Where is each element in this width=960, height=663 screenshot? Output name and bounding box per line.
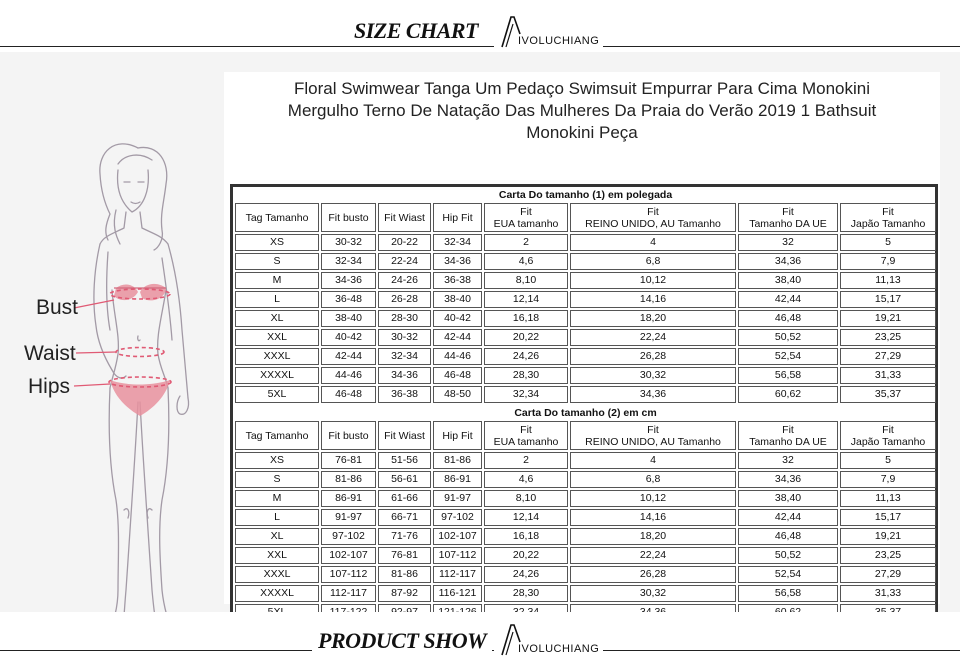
table-cell: 12,14 xyxy=(484,291,568,308)
table-cell: 81-86 xyxy=(378,566,431,583)
table-cell: 12,14 xyxy=(484,509,568,526)
table-row xyxy=(235,329,936,346)
table-cell: 97-102 xyxy=(321,528,376,545)
table-cell: 5XL xyxy=(235,386,319,403)
table-cell: XXXXL xyxy=(235,367,319,384)
table-cell: 112-117 xyxy=(321,585,376,602)
product-title-line: Floral Swimwear Tanga Um Pedaço Swimsuit Empurrar Para Cima Monokini xyxy=(294,79,870,98)
table-cell: 6,8 xyxy=(570,253,736,270)
table-cell: 14,16 xyxy=(570,291,736,308)
table-cell: 81-86 xyxy=(433,452,482,469)
table-cell: 36-48 xyxy=(321,291,376,308)
column-header: Hip Fit xyxy=(433,203,482,232)
table-cell: 42-44 xyxy=(321,348,376,365)
table-row xyxy=(235,310,936,327)
brand-name: IVOLUCHIANG xyxy=(518,35,600,47)
table-cell: 4,6 xyxy=(484,471,568,488)
table-cell: 42,44 xyxy=(738,291,838,308)
table-cell: 28-30 xyxy=(378,310,431,327)
table-cell: 52,54 xyxy=(738,566,838,583)
table-cell: 42,44 xyxy=(738,509,838,526)
table-header-row xyxy=(235,421,936,450)
column-header: Fit REINO UNIDO, AU Tamanho xyxy=(570,421,736,450)
table-cell: 27,29 xyxy=(840,348,936,365)
table-cell: XXL xyxy=(235,547,319,564)
table-cell: 30-32 xyxy=(378,329,431,346)
product-title-line: Mergulho Terno De Natação Das Mulheres Da Praia do Verão 2019 1 Bathsuit xyxy=(287,101,877,120)
column-header: Fit Tamanho DA UE xyxy=(738,203,838,232)
table-cell: 52,54 xyxy=(738,348,838,365)
table-cell: 32 xyxy=(738,234,838,251)
table-cell: 107-112 xyxy=(433,547,482,564)
table-cell: 31,33 xyxy=(840,585,936,602)
table-cell: 102-107 xyxy=(433,528,482,545)
table-cell: 38-40 xyxy=(321,310,376,327)
product-title-line: Monokini Peça xyxy=(526,123,638,142)
table-cell: 8,10 xyxy=(484,490,568,507)
size-tables-frame xyxy=(230,184,938,626)
table-cell: XXXL xyxy=(235,348,319,365)
table-cell: 76-81 xyxy=(378,547,431,564)
table-cell: 6,8 xyxy=(570,471,736,488)
footer-title: PRODUCT SHOW xyxy=(312,628,492,654)
table-cell: 86-91 xyxy=(433,471,482,488)
table-cell: M xyxy=(235,272,319,289)
table-cell: 35,37 xyxy=(840,386,936,403)
table-cell: 7,9 xyxy=(840,253,936,270)
table-cell: 15,17 xyxy=(840,291,936,308)
table-cell: 61-66 xyxy=(378,490,431,507)
table-cell: 97-102 xyxy=(433,509,482,526)
table-cell: 22,24 xyxy=(570,329,736,346)
table-cell: 44-46 xyxy=(321,367,376,384)
table-cell: XXXXL xyxy=(235,585,319,602)
table-cell: 32,34 xyxy=(484,386,568,403)
table-cell: 11,13 xyxy=(840,490,936,507)
table-cell: 50,52 xyxy=(738,329,838,346)
table-cell: 5 xyxy=(840,234,936,251)
table-cell: 32 xyxy=(738,452,838,469)
table-cell: 71-76 xyxy=(378,528,431,545)
table-row xyxy=(235,348,936,365)
table-row xyxy=(235,367,936,384)
table-cell: 34-36 xyxy=(321,272,376,289)
size-chart-panel xyxy=(224,72,940,604)
hips-label: Hips xyxy=(28,375,71,398)
table-cell: 48-50 xyxy=(433,386,482,403)
table-cell: 91-97 xyxy=(321,509,376,526)
table-cell: 32-34 xyxy=(321,253,376,270)
table-cell: 19,21 xyxy=(840,528,936,545)
header-title: SIZE CHART xyxy=(348,18,484,44)
table-cell: 42-44 xyxy=(433,329,482,346)
table-cell: 26,28 xyxy=(570,348,736,365)
table-cell: 24,26 xyxy=(484,566,568,583)
table-cell: 46,48 xyxy=(738,310,838,327)
table-cell: 24-26 xyxy=(378,272,431,289)
table-row xyxy=(235,585,936,602)
table-title: Carta Do tamanho (1) em polegada xyxy=(498,189,673,201)
column-header: Fit REINO UNIDO, AU Tamanho xyxy=(570,203,736,232)
table-cell: 5 xyxy=(840,452,936,469)
table-cell: 60,62 xyxy=(738,386,838,403)
table-cell: 15,17 xyxy=(840,509,936,526)
brand-mark xyxy=(494,622,603,656)
table-cell: XS xyxy=(235,452,319,469)
table-cell: 18,20 xyxy=(570,310,736,327)
table-cell: 20,22 xyxy=(484,329,568,346)
table-row xyxy=(235,471,936,488)
table-cell: 14,16 xyxy=(570,509,736,526)
table-cell: 46,48 xyxy=(738,528,838,545)
table-row xyxy=(235,566,936,583)
table-cell: 28,30 xyxy=(484,367,568,384)
table-cell: 16,18 xyxy=(484,528,568,545)
table-cell: 76-81 xyxy=(321,452,376,469)
table-cell: 10,12 xyxy=(570,490,736,507)
table-cell: 31,33 xyxy=(840,367,936,384)
table-cell: 11,13 xyxy=(840,272,936,289)
table-cell: 38,40 xyxy=(738,272,838,289)
table-cell: 50,52 xyxy=(738,547,838,564)
table-cell: 32-34 xyxy=(433,234,482,251)
table-cell: 34,36 xyxy=(738,471,838,488)
table-cell: 28,30 xyxy=(484,585,568,602)
table-header-row xyxy=(235,203,936,232)
table-cell: 34,36 xyxy=(738,253,838,270)
table-cell: XL xyxy=(235,310,319,327)
header-divider xyxy=(0,46,960,47)
column-header: Fit Japão Tamanho xyxy=(840,421,936,450)
table-cell: 56,58 xyxy=(738,367,838,384)
table-cell: 27,29 xyxy=(840,566,936,583)
table-cell: 56,58 xyxy=(738,585,838,602)
column-header: Fit busto xyxy=(321,203,376,232)
table-cell: S xyxy=(235,253,319,270)
bust-label: Bust xyxy=(36,296,79,319)
size-table-cm xyxy=(233,405,938,623)
table-cell: 26,28 xyxy=(570,566,736,583)
table-cell: 18,20 xyxy=(570,528,736,545)
table-cell: 7,9 xyxy=(840,471,936,488)
table-cell: 30,32 xyxy=(570,367,736,384)
brand-name: IVOLUCHIANG xyxy=(518,643,600,655)
table-cell: XXXL xyxy=(235,566,319,583)
table-cell: 2 xyxy=(484,452,568,469)
table-cell: XS xyxy=(235,234,319,251)
waist-label: Waist xyxy=(24,342,76,365)
table-cell: 10,12 xyxy=(570,272,736,289)
table-cell: 56-61 xyxy=(378,471,431,488)
table-cell: 20-22 xyxy=(378,234,431,251)
table-cell: 2 xyxy=(484,234,568,251)
table-cell: 23,25 xyxy=(840,547,936,564)
table-cell: 51-56 xyxy=(378,452,431,469)
table-row xyxy=(235,272,936,289)
table-cell: 34-36 xyxy=(378,367,431,384)
table-cell: 102-107 xyxy=(321,547,376,564)
table-title: Carta Do tamanho (2) em cm xyxy=(514,407,657,419)
table-cell: 19,21 xyxy=(840,310,936,327)
table-cell: 30,32 xyxy=(570,585,736,602)
table-row xyxy=(235,509,936,526)
table-cell: 4 xyxy=(570,452,736,469)
table-cell: 23,25 xyxy=(840,329,936,346)
table-cell: 32-34 xyxy=(378,348,431,365)
table-cell: 46-48 xyxy=(321,386,376,403)
table-cell: 38,40 xyxy=(738,490,838,507)
table-cell: 46-48 xyxy=(433,367,482,384)
table-cell: 36-38 xyxy=(378,386,431,403)
column-header: Fit EUA tamanho xyxy=(484,421,568,450)
product-title xyxy=(224,78,940,144)
column-header: Fit Wiast xyxy=(378,421,431,450)
table-row xyxy=(235,386,936,403)
table-cell: 34,36 xyxy=(570,386,736,403)
table-cell: 24,26 xyxy=(484,348,568,365)
table-cell: 86-91 xyxy=(321,490,376,507)
table-cell: 81-86 xyxy=(321,471,376,488)
table-cell: 112-117 xyxy=(433,566,482,583)
table-cell: 34-36 xyxy=(433,253,482,270)
table-cell: 30-32 xyxy=(321,234,376,251)
table-cell: 38-40 xyxy=(433,291,482,308)
table-cell: 40-42 xyxy=(433,310,482,327)
table-cell: 40-42 xyxy=(321,329,376,346)
table-cell: 4 xyxy=(570,234,736,251)
table-cell: XXL xyxy=(235,329,319,346)
table-cell: L xyxy=(235,509,319,526)
column-header: Fit busto xyxy=(321,421,376,450)
table-cell: 107-112 xyxy=(321,566,376,583)
column-header: Tag Tamanho xyxy=(235,203,319,232)
table-cell: 16,18 xyxy=(484,310,568,327)
table-row xyxy=(235,528,936,545)
product-show-footer xyxy=(0,612,960,663)
table-row xyxy=(235,234,936,251)
table-cell: 26-28 xyxy=(378,291,431,308)
table-cell: 22-24 xyxy=(378,253,431,270)
table-cell: 22,24 xyxy=(570,547,736,564)
table-cell: 66-71 xyxy=(378,509,431,526)
table-cell: L xyxy=(235,291,319,308)
table-cell: M xyxy=(235,490,319,507)
table-cell: 87-92 xyxy=(378,585,431,602)
table-row xyxy=(235,253,936,270)
body-measurement-figure xyxy=(20,140,220,650)
size-table-inches xyxy=(233,187,938,405)
table-cell: 44-46 xyxy=(433,348,482,365)
table-row xyxy=(235,490,936,507)
table-cell: 116-121 xyxy=(433,585,482,602)
table-cell: XL xyxy=(235,528,319,545)
column-header: Tag Tamanho xyxy=(235,421,319,450)
column-header: Fit EUA tamanho xyxy=(484,203,568,232)
column-header: Fit Wiast xyxy=(378,203,431,232)
size-chart-header xyxy=(0,0,960,52)
table-cell: 36-38 xyxy=(433,272,482,289)
table-row xyxy=(235,547,936,564)
table-cell: 8,10 xyxy=(484,272,568,289)
column-header: Fit Tamanho DA UE xyxy=(738,421,838,450)
table-cell: 4,6 xyxy=(484,253,568,270)
column-header: Hip Fit xyxy=(433,421,482,450)
brand-mark xyxy=(494,14,603,48)
table-row xyxy=(235,452,936,469)
table-cell: S xyxy=(235,471,319,488)
table-cell: 91-97 xyxy=(433,490,482,507)
column-header: Fit Japão Tamanho xyxy=(840,203,936,232)
table-cell: 20,22 xyxy=(484,547,568,564)
table-row xyxy=(235,291,936,308)
